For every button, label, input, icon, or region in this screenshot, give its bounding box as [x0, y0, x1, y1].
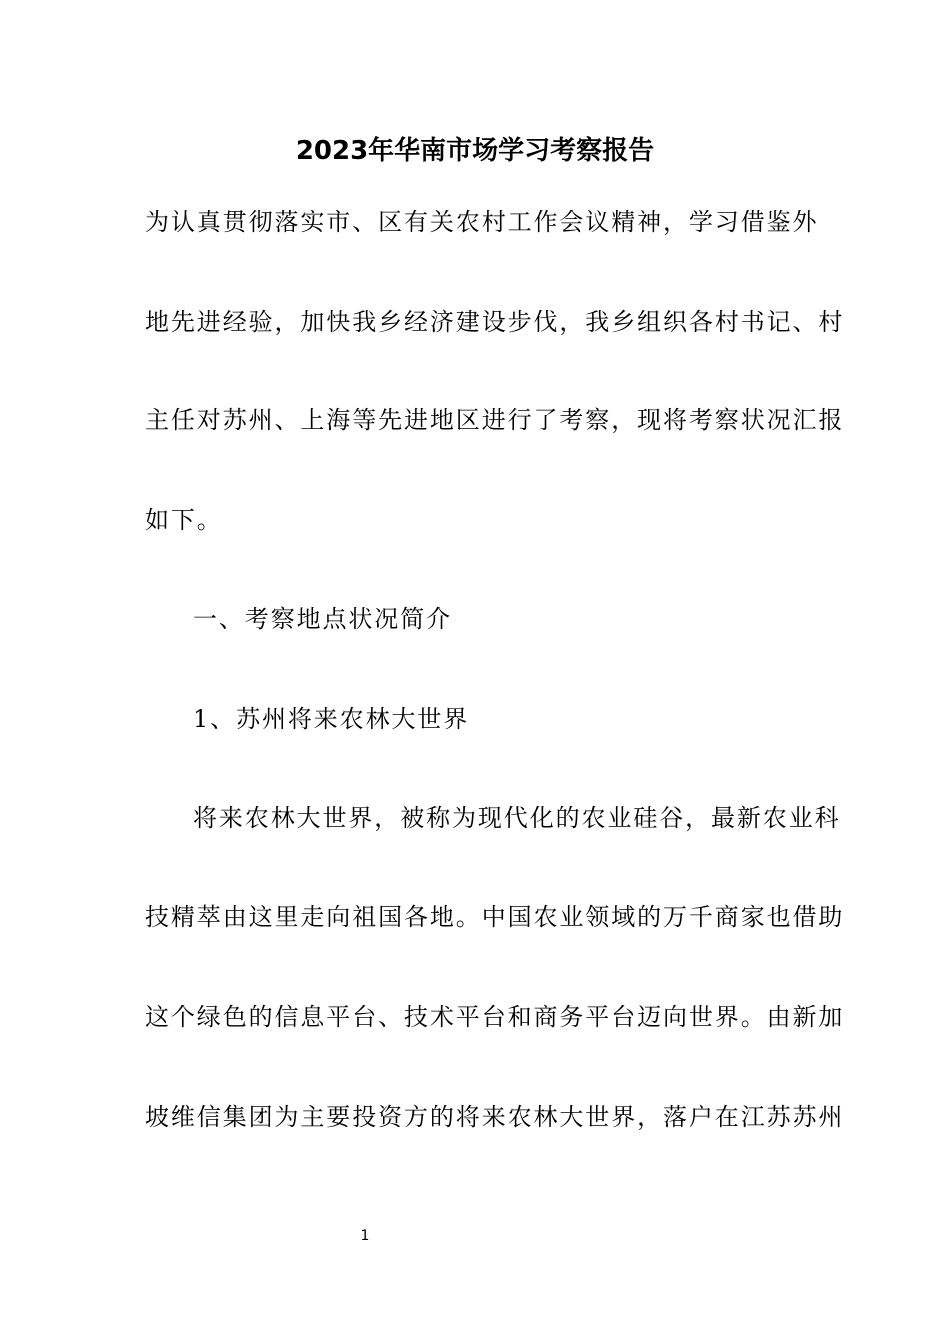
paragraph-line: 主任对苏州、上海等先进地区进行了考察，现将考察状况汇报 — [145, 406, 845, 434]
page-number: 1 — [360, 1228, 370, 1244]
paragraph-line: 为认真贯彻落实市、区有关农村工作会议精神，学习借鉴外 — [145, 208, 819, 236]
paragraph-line: 地先进经验，加快我乡经济建设步伐，我乡组织各村书记、村 — [145, 308, 845, 336]
paragraph-line: 这个绿色的信息平台、技术平台和商务平台迈向世界。由新加 — [145, 1003, 845, 1031]
paragraph-line: 技精萃由这里走向祖国各地。中国农业领域的万千商家也借助 — [145, 903, 845, 931]
paragraph-line: 将来农林大世界，被称为现代化的农业硅谷，最新农业科 — [193, 804, 841, 832]
paragraph-line: 坡维信集团为主要投资方的将来农林大世界，落户在江苏苏州 — [145, 1103, 845, 1131]
paragraph-line: 如下。 — [145, 506, 223, 534]
document-title: 2023年华南市场学习考察报告 — [295, 136, 655, 166]
section-heading: 一、考察地点状况简介 — [193, 605, 452, 633]
subsection-heading: 1、苏州将来农林大世界 — [193, 705, 470, 733]
